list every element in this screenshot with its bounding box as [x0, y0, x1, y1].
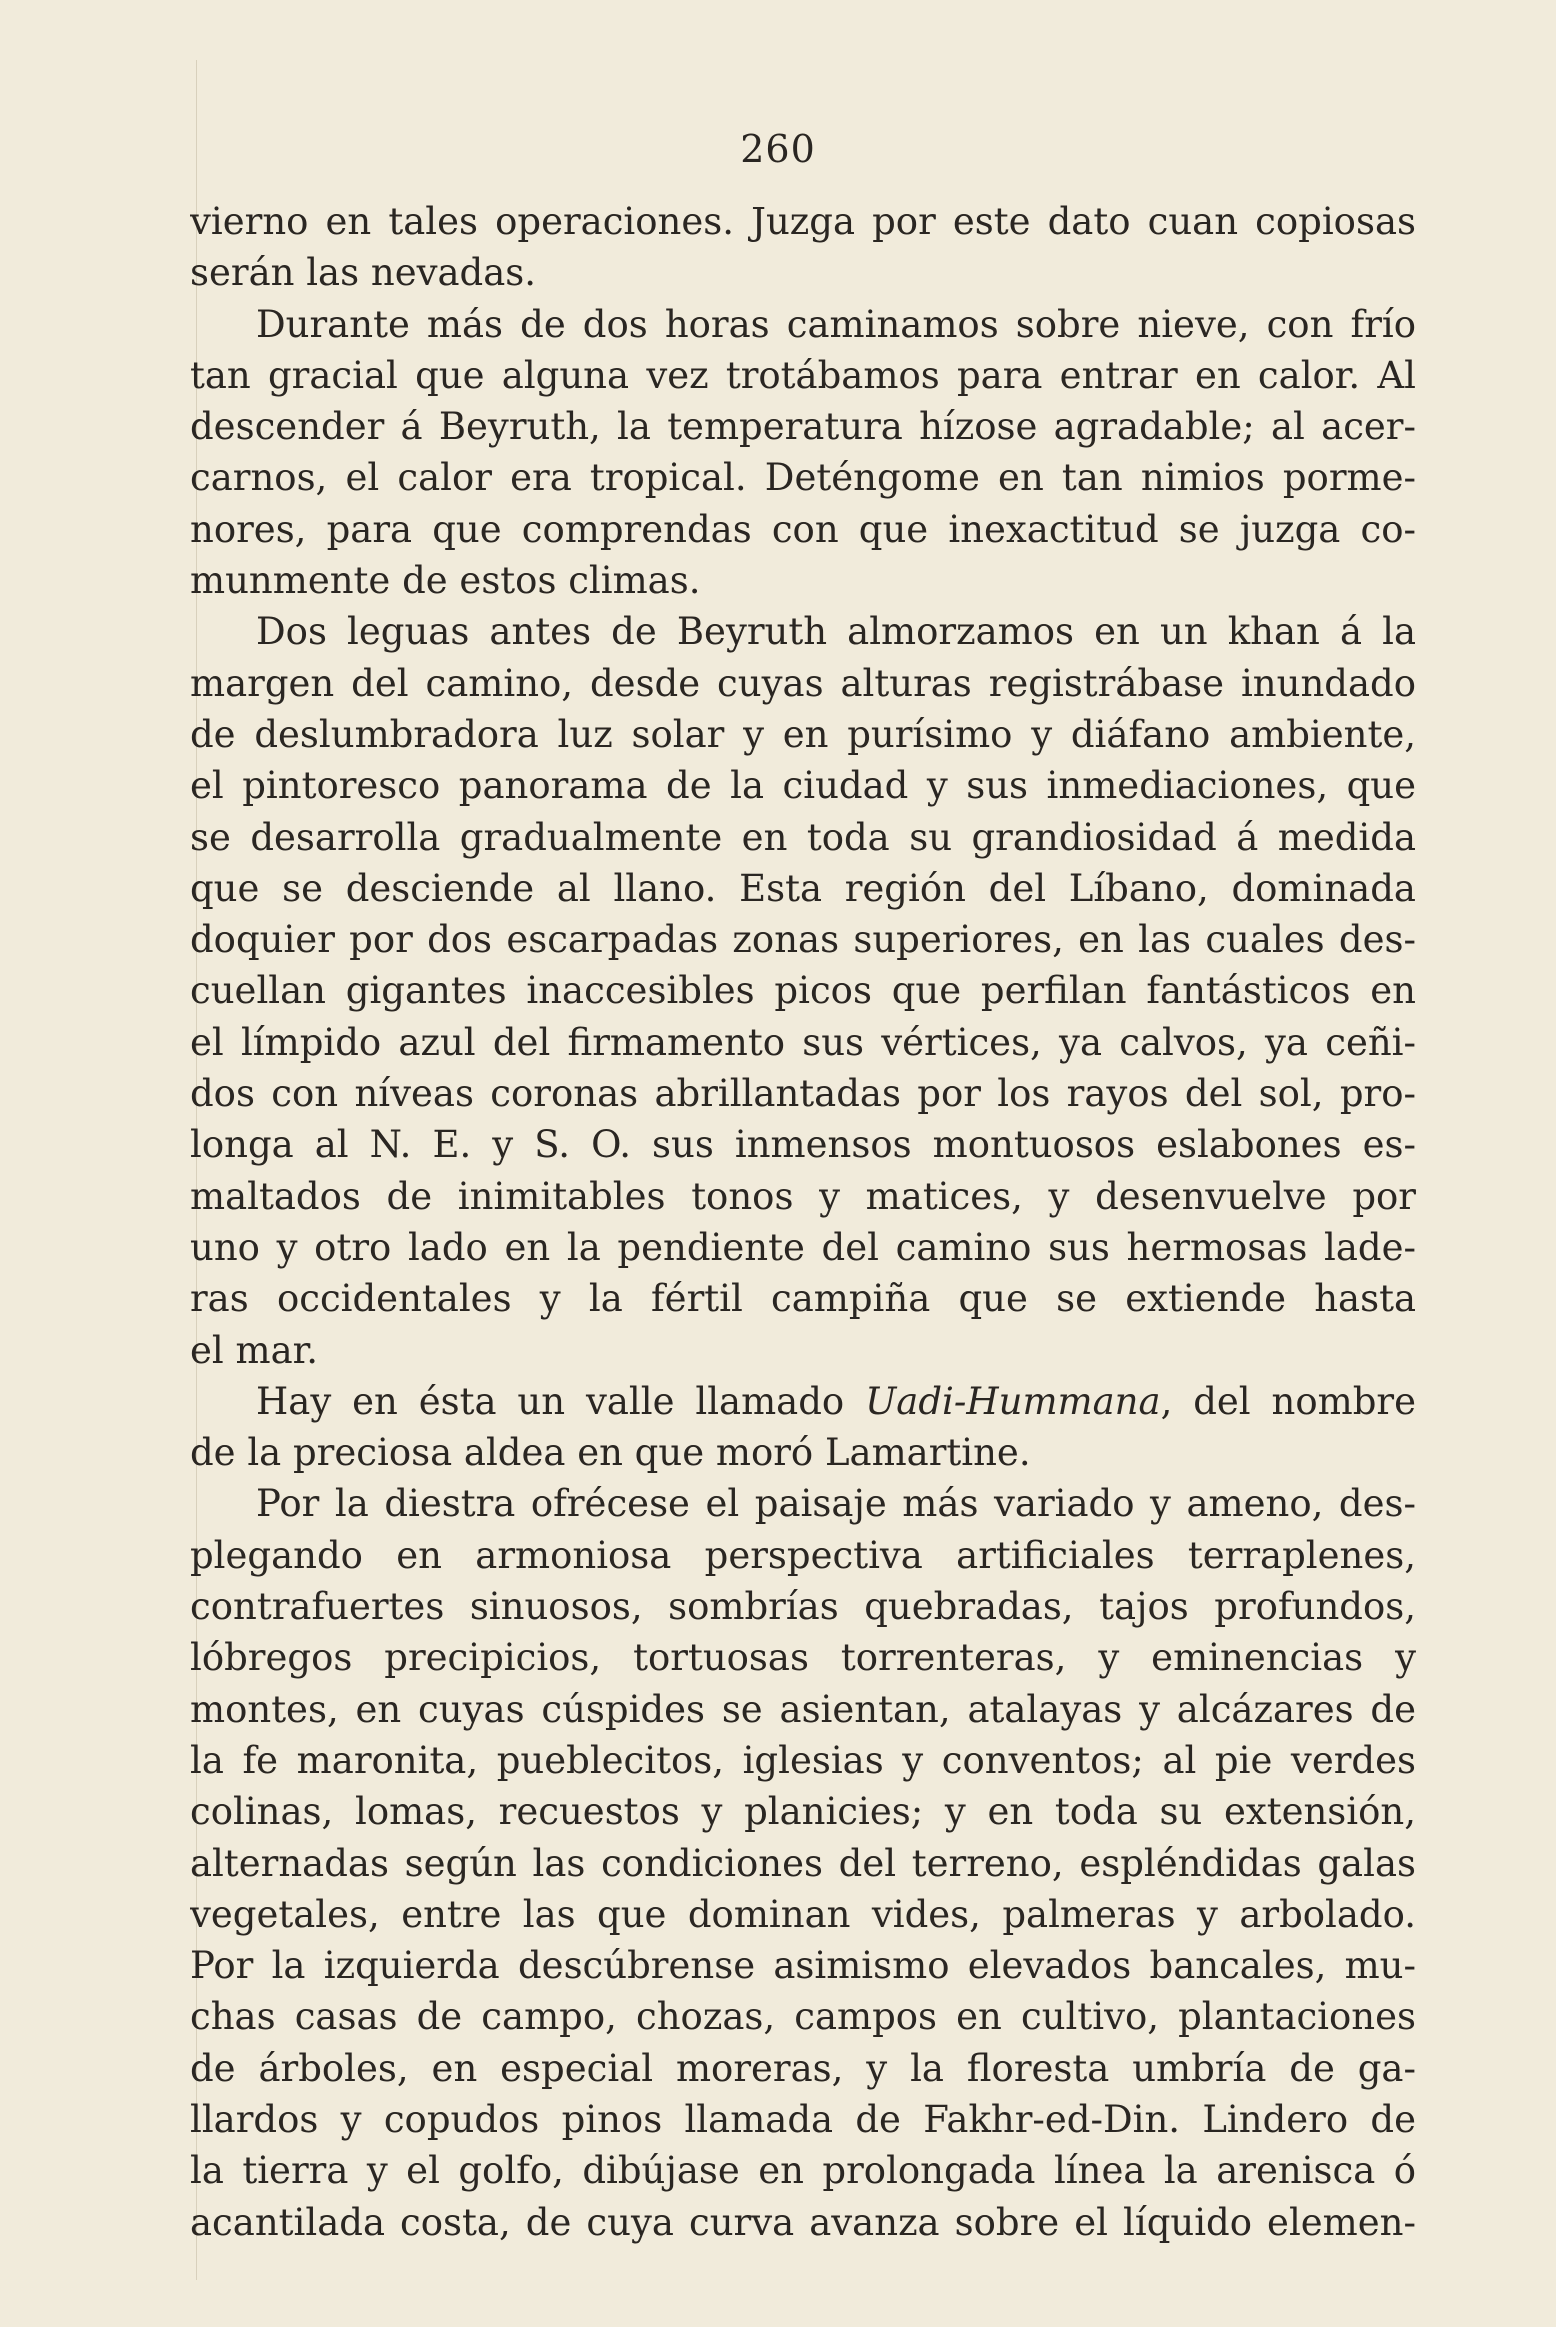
text-line: tan gracial que alguna vez trotábamos para entrar en calor. Al — [190, 353, 1416, 397]
text-line: se desarrolla gradualmente en toda su grandiosidad á medida — [190, 815, 1416, 859]
paragraph-start: Por la diestra ofrécese el paisaje más variado y ameno, des- — [256, 1482, 1416, 1526]
text-line: montes, en cuyas cúspides se asientan, atalayas y alcázares de — [190, 1687, 1416, 1731]
body-text — [190, 196, 1416, 2248]
text-line: vegetales, entre las que dominan vides, palmeras y arbolado. — [190, 1892, 1416, 1936]
text-line: alternadas según las condiciones del terreno, espléndidas galas — [190, 1841, 1416, 1885]
paragraph-start — [190, 1376, 1416, 1427]
text-line: acantilada costa, de cuya curva avanza sobre el líquido elemen- — [190, 2200, 1416, 2244]
text-line: uno y otro lado en la pendiente del camino sus hermosas lade- — [190, 1225, 1416, 1269]
text-line: el pintoresco panorama de la ciudad y sus inmediaciones, que — [190, 764, 1416, 808]
text-line: longa al N. E. y S. O. sus inmensos montuosos eslabones es- — [190, 1123, 1416, 1167]
text-line: de árboles, en especial moreras, y la floresta umbría de ga- — [190, 2046, 1416, 2090]
text-line: de deslumbradora luz solar y en purísimo y diáfano ambiente, — [190, 712, 1416, 756]
text-segment: , del nombre — [1160, 1379, 1416, 1423]
text-line: chas casas de campo, chozas, campos en cultivo, plantaciones — [190, 1995, 1416, 2039]
text-segment: Hay en ésta un valle llamado — [256, 1379, 866, 1423]
text-line: Por la izquierda descúbrense asimismo elevados bancales, mu- — [190, 1944, 1416, 1988]
text-line: plegando en armoniosa perspectiva artificiales terraplenes, — [190, 1533, 1416, 1577]
text-line: ras occidentales y la fértil campiña que se extiende hasta — [190, 1277, 1416, 1321]
text-line: vierno en tales operaciones. Juzga por este dato cuan copiosas — [190, 200, 1416, 243]
place-name-italic: Uadi-Hummana — [865, 1379, 1161, 1423]
paragraph-start: Durante más de dos horas caminamos sobre nieve, con frío — [256, 302, 1416, 346]
text-line: serán las nevadas. — [190, 251, 537, 295]
page-number: 260 — [740, 127, 816, 171]
text-line: nores, para que comprendas con que inexactitud se juzga co- — [190, 507, 1416, 551]
text-line: contrafuertes sinuosos, sombrías quebradas, tajos profundos, — [190, 1585, 1416, 1629]
text-line: margen del camino, desde cuyas alturas registrábase inundado — [190, 661, 1416, 705]
text-line: dos con níveas coronas abrillantadas por los rayos del sol, pro- — [190, 1072, 1416, 1116]
text-line: que se desciende al llano. Esta región del Líbano, dominada — [190, 866, 1416, 910]
paragraph-start: Dos leguas antes de Beyruth almorzamos en un khan á la — [256, 610, 1416, 654]
text-line: doquier por dos escarpadas zonas superiores, en las cuales des- — [190, 918, 1416, 962]
text-line: colinas, lomas, recuestos y planicies; y en toda su extensión, — [190, 1790, 1416, 1834]
text-line: el mar. — [190, 1328, 319, 1372]
text-line: descender á Beyruth, la temperatura hízose agradable; al acer- — [190, 405, 1416, 449]
text-line: llardos y copudos pinos llamada de Fakhr-ed-Din. Lindero de — [190, 2097, 1416, 2141]
text-line: munmente de estos climas. — [190, 559, 701, 603]
text-line: carnos, el calor era tropical. Deténgome en tan nimios porme- — [190, 456, 1416, 500]
text-line: la fe maronita, pueblecitos, iglesias y conventos; al pie verdes — [190, 1738, 1416, 1782]
text-line: cuellan gigantes inaccesibles picos que perfilan fantásticos en — [190, 969, 1416, 1013]
text-line: el límpido azul del firmamento sus vértices, ya calvos, ya ceñi- — [190, 1020, 1416, 1064]
text-line: lóbregos precipicios, tortuosas torrenteras, y eminencias y — [190, 1636, 1416, 1680]
text-line: maltados de inimitables tonos y matices, y desenvuelve por — [190, 1174, 1416, 1218]
text-line: de la preciosa aldea en que moró Lamartine. — [190, 1431, 1031, 1475]
text-line: la tierra y el golfo, dibújase en prolongada línea la arenisca ó — [190, 2149, 1416, 2193]
